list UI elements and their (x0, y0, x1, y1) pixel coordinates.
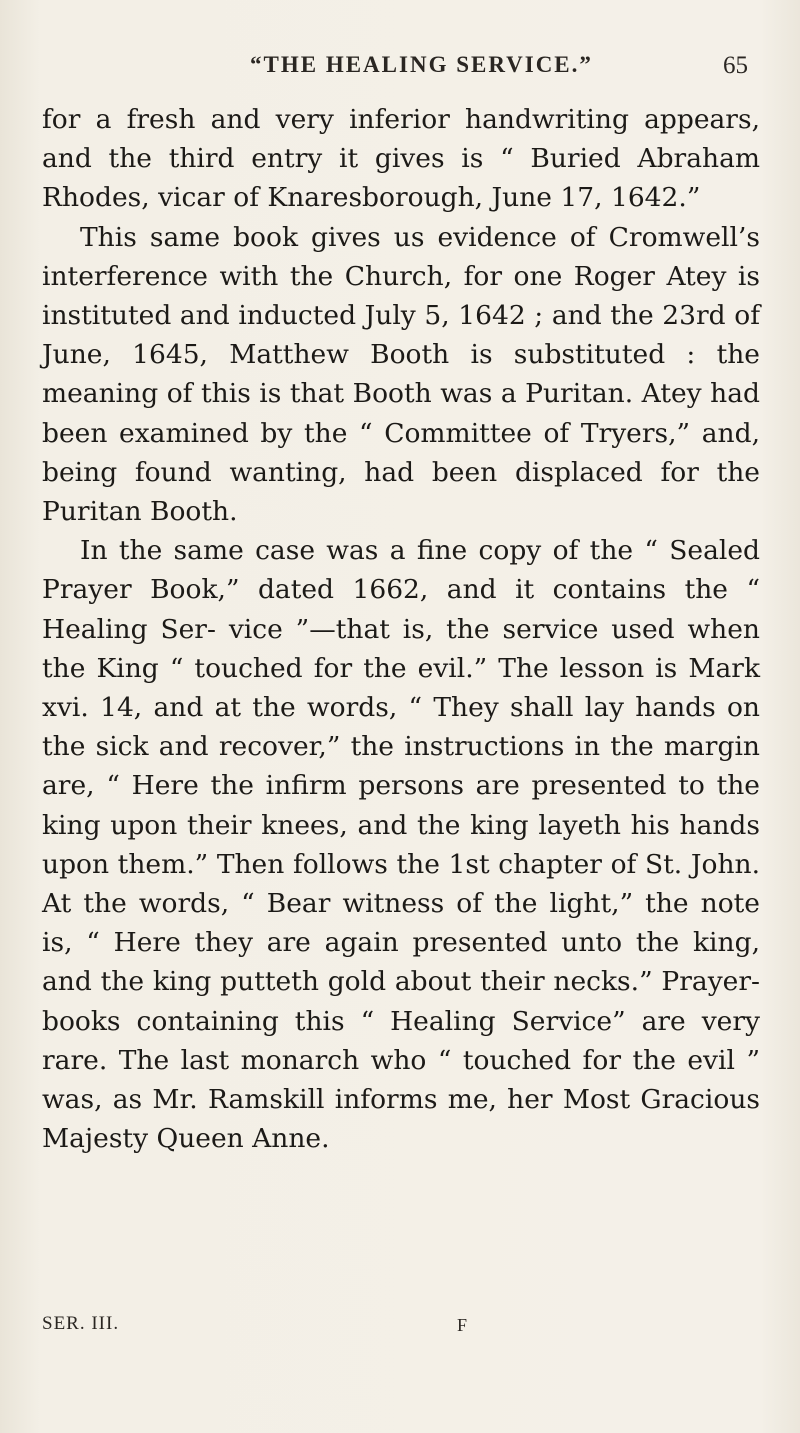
paragraph-continuation: for a fresh and very inferior handwriting appears, and the third entry it gives is “ Buried Abraham Rhodes, vicar of Knaresborough, June 17, 1642.” (42, 104, 760, 214)
running-head (0, 52, 800, 92)
series-label: SER. III. (42, 1313, 120, 1334)
signature-line (0, 1313, 800, 1343)
running-head-title: “THE HEALING SERVICE.” (250, 52, 593, 77)
body-text (42, 100, 760, 1158)
page-number: 65 (723, 52, 748, 79)
paragraph-cromwell: This same book gives us evidence of Cromwell’s interference with the Church, for one Roger Atey is instituted and inducted July 5, 1642 ; and the 23rd of June, 1645, Matthew Booth is substituted : the meaning of this is that Booth was a Puritan. Atey had been examined by the “ Committee of Tryers,” and, being found wanting, had been displaced for the Puritan Booth. (42, 221, 760, 528)
paragraph-healing-service: In the same case was a fine copy of the “ Sealed Prayer Book,” dated 1662, and it contains the “ Healing Ser- vice ”—that is, the service used when the King “ touched for the evil.” The lesson is Mark xvi. 14, and at the words, “ They shall lay hands on the sick and recover,” the instructions in the margin are, “ Here the infirm persons are presented to the king upon their knees, and the king layeth his hands upon them.” Then follows the 1st chapter of St. John. At the words, “ Bear witness of the light,” the note is, “ Here they are again presented unto the king, and the king putteth gold about their necks.” Prayer-books containing this “ Healing Service” are very rare. The last monarch who “ touched for the evil ” was, as Mr. Ramskill informs me, her Most Gracious Majesty Queen Anne. (42, 535, 760, 1155)
signature-mark: F (457, 1315, 468, 1335)
